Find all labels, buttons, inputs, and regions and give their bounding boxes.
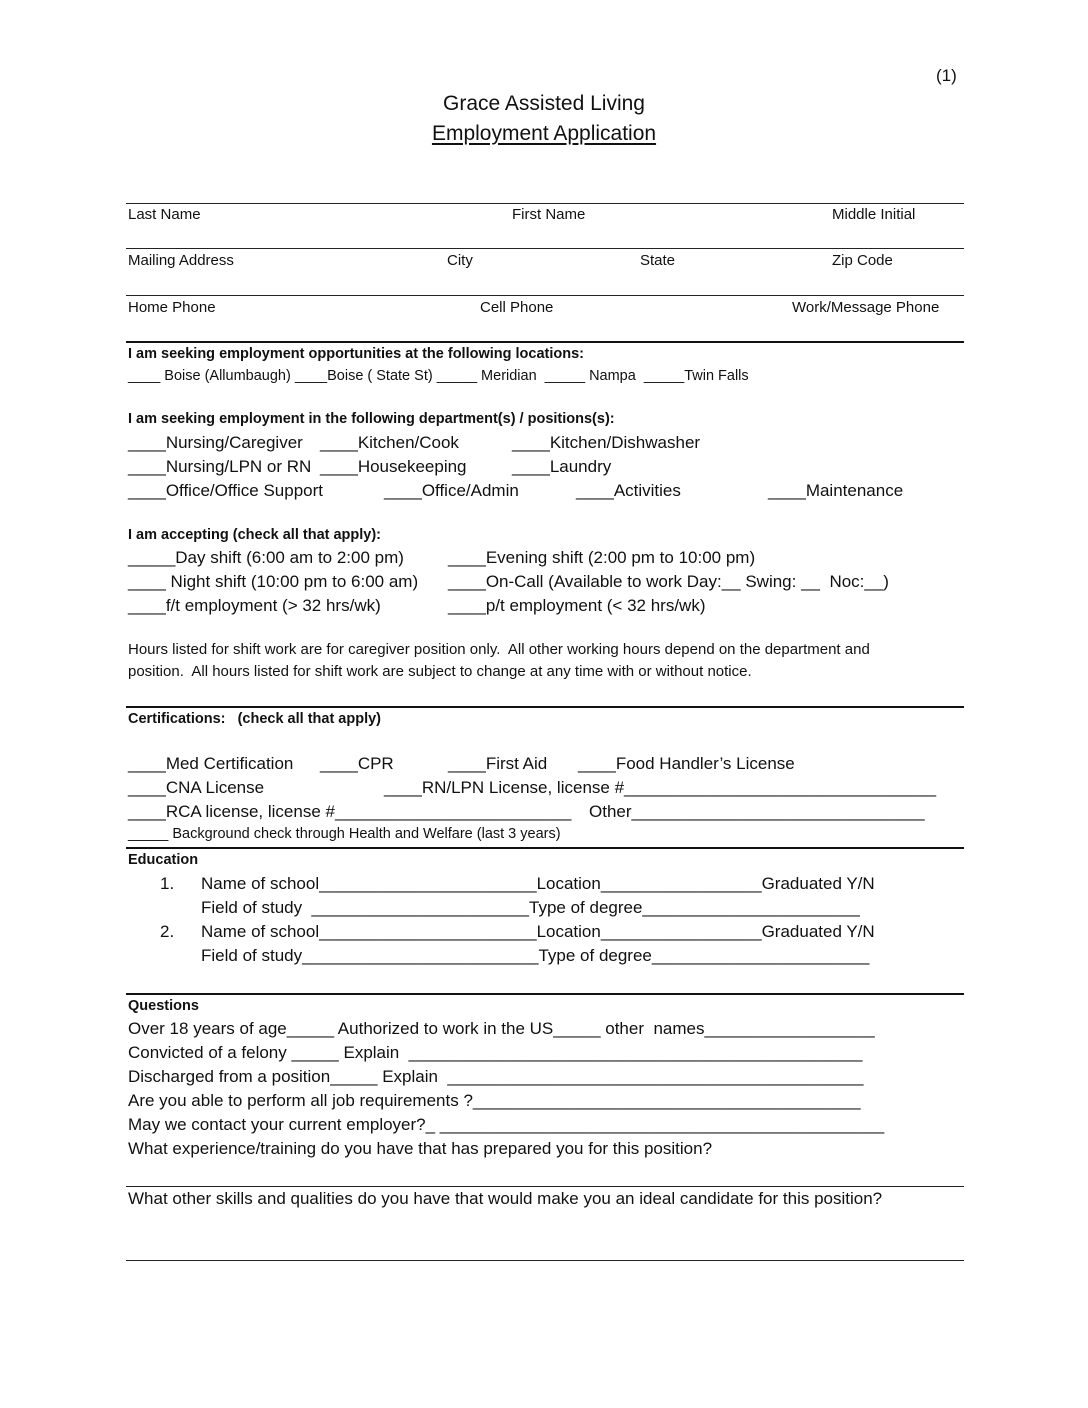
dept-option[interactable]: ____Maintenance <box>768 481 904 500</box>
accepting-heading: I am accepting (check all that apply): <box>128 527 382 543</box>
locations-heading: I am seeking employment opportunities at the following locations: <box>128 346 584 362</box>
question-line[interactable]: Discharged from a position_____ Explain ____________________________________________ <box>128 1067 864 1086</box>
first-name-label: First Name <box>512 206 586 223</box>
address-line[interactable] <box>126 248 964 249</box>
dept-option[interactable]: ____Nursing/LPN or RN <box>128 457 312 476</box>
dept-option[interactable]: ____Housekeeping <box>320 457 467 476</box>
cert-option[interactable]: ____First Aid <box>448 754 548 773</box>
question-line[interactable]: Over 18 years of age_____ Authorized to work in the US_____ other names__________________ <box>128 1019 875 1038</box>
experience-answer-line[interactable] <box>126 1186 964 1187</box>
page-number: (1) <box>936 66 957 85</box>
shift-option[interactable]: ____Evening shift (2:00 pm to 10:00 pm) <box>448 548 756 567</box>
question-line[interactable]: May we contact your current employer?_ _______________________________________________ <box>128 1115 885 1134</box>
shift-option[interactable]: ____p/t employment (< 32 hrs/wk) <box>448 596 706 615</box>
phone-line[interactable] <box>126 295 964 296</box>
shift-option[interactable]: _____Day shift (6:00 am to 2:00 pm) <box>128 548 404 567</box>
education-number: 1. <box>160 874 175 893</box>
section-divider-questions <box>126 993 964 995</box>
cert-option[interactable]: ____RN/LPN License, license #_________________________________ <box>384 778 937 797</box>
question-line[interactable]: Convicted of a felony _____ Explain ________________________________________________ <box>128 1043 863 1062</box>
dept-option[interactable]: ____Nursing/Caregiver <box>128 433 303 452</box>
dept-option[interactable]: ____Kitchen/Cook <box>320 433 459 452</box>
cell-phone-label: Cell Phone <box>480 299 554 316</box>
form-title: Employment Application <box>431 122 657 145</box>
name-line[interactable] <box>126 203 964 204</box>
cert-option[interactable]: ____Med Certification <box>128 754 294 773</box>
cert-option[interactable]: ____Food Handler’s License <box>578 754 795 773</box>
home-phone-label: Home Phone <box>128 299 216 316</box>
certifications-heading: Certifications: (check all that apply) <box>128 711 381 727</box>
departments-heading: I am seeking employment in the following department(s) / positions(s): <box>128 411 615 427</box>
dept-option[interactable]: ____Laundry <box>512 457 612 476</box>
education-fields[interactable]: Name of school_______________________Location_________________Graduated Y/N <box>201 874 875 893</box>
cert-option[interactable]: _____ Background check through Health and Welfare (last 3 years) <box>128 826 561 842</box>
question-line: What experience/training do you have that has prepared you for this position? <box>128 1139 713 1158</box>
shift-notice: position. All hours listed for shift work are subject to change at any time with or without notice. <box>128 663 752 680</box>
locations-options[interactable]: ____ Boise (Allumbaugh) ____Boise ( State St) _____ Meridian _____ Nampa _____Twin Falls <box>128 368 749 384</box>
cert-option[interactable]: ____CNA License <box>128 778 265 797</box>
section-divider-education <box>126 847 964 849</box>
shift-notice: Hours listed for shift work are for caregiver position only. All other working hours depend on the department and <box>128 641 870 658</box>
zip-code-label: Zip Code <box>832 252 893 269</box>
shift-option[interactable]: ____On-Call (Available to work Day:__ Swing: __ Noc:__) <box>448 572 889 591</box>
questions-heading: Questions <box>128 998 199 1014</box>
shift-option[interactable]: ____f/t employment (> 32 hrs/wk) <box>128 596 381 615</box>
cert-option[interactable]: ____CPR <box>320 754 394 773</box>
dept-option[interactable]: ____Kitchen/Dishwasher <box>512 433 701 452</box>
work-phone-label: Work/Message Phone <box>792 299 940 316</box>
org-name: Grace Assisted Living <box>443 92 645 115</box>
section-divider-certifications <box>126 706 964 708</box>
last-name-label: Last Name <box>128 206 201 223</box>
middle-initial-label: Middle Initial <box>832 206 916 223</box>
shift-option[interactable]: ____ Night shift (10:00 pm to 6:00 am) <box>128 572 419 591</box>
cert-option[interactable]: ____RCA license, license #_________________________ <box>128 802 572 821</box>
education-heading: Education <box>128 852 199 868</box>
mailing-address-label: Mailing Address <box>128 252 234 269</box>
dept-option[interactable]: ____Office/Admin <box>384 481 519 500</box>
dept-option[interactable]: ____Office/Office Support <box>128 481 323 500</box>
dept-option[interactable]: ____Activities <box>576 481 681 500</box>
state-label: State <box>640 252 676 269</box>
cert-option[interactable]: Other_______________________________ <box>589 802 925 821</box>
section-divider-locations <box>126 341 964 343</box>
city-label: City <box>447 252 473 269</box>
education-fields[interactable]: Field of study _______________________Type of degree_______________________ <box>201 898 860 917</box>
education-fields[interactable]: Name of school_______________________Location_________________Graduated Y/N <box>201 922 875 941</box>
skills-answer-line[interactable] <box>126 1260 964 1261</box>
skills-question: What other skills and qualities do you have that would make you an ideal candidate for this position? <box>128 1189 883 1208</box>
education-number: 2. <box>160 922 175 941</box>
education-fields[interactable]: Field of study_________________________Type of degree_______________________ <box>201 946 870 965</box>
question-line[interactable]: Are you able to perform all job requirements ?_________________________________________ <box>128 1091 861 1110</box>
